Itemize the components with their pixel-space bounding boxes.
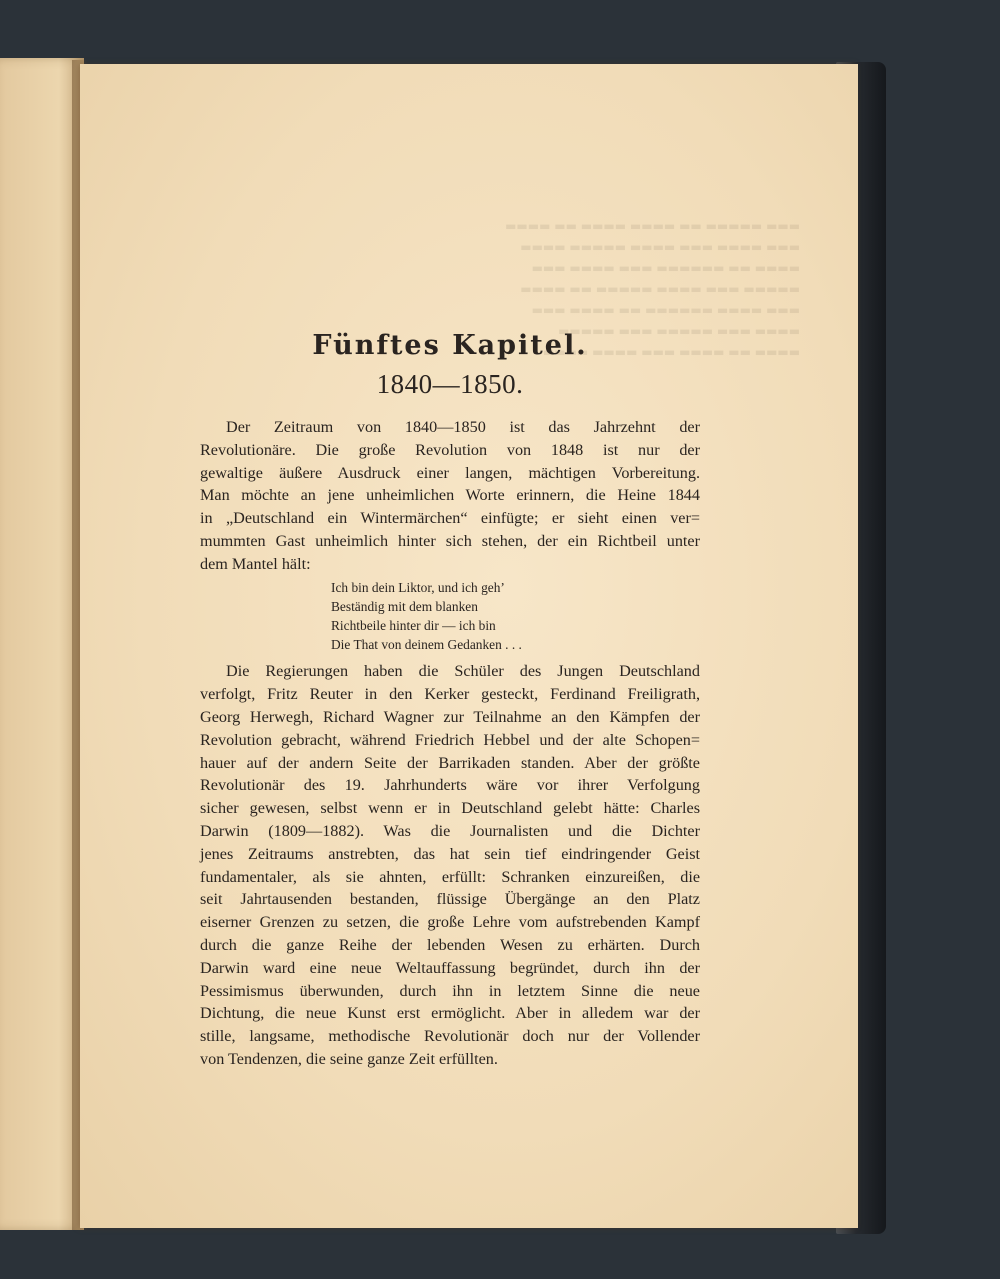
text-line: durch die ganze Reihe der lebenden Wesen zu erhärten. Durch <box>200 935 700 954</box>
text-line: gewaltige äußere Ausdruck einer langen, mächtigen Vorbereitung. <box>200 463 700 482</box>
verse-quote <box>331 578 700 655</box>
text-line: Revolutionäre. Die große Revolution von 1848 ist nur der <box>200 440 700 459</box>
text-line: Der Zeitraum von 1840—1850 ist das Jahrzehnt der <box>226 418 700 436</box>
text-line: Georg Herwegh, Richard Wagner zur Teilnahme an den Kämpfen der <box>200 707 700 726</box>
page-content <box>200 330 700 1071</box>
text-line: Pessimismus überwunden, durch ihn in letztem Sinne die neue <box>200 981 700 1000</box>
text-line: stille, langsame, methodische Revolutionär doch nur der Vollender <box>200 1027 700 1046</box>
text-line: jenes Zeitraums anstrebten, das hat sein tief eindringender Geist <box>200 844 700 863</box>
text-line: verfolgt, Fritz Reuter in den Kerker gesteckt, Ferdinand Freiligrath, <box>200 685 700 704</box>
verse-line: Ich bin dein Liktor, und ich geh’ <box>331 579 505 595</box>
text-line: Revolution gebracht, während Friedrich Hebbel und der alte Schopen= <box>200 730 700 749</box>
text-line: Darwin ward eine neue Weltauffassung begründet, durch ihn der <box>200 958 700 977</box>
text-line: fundamentaler, als sie ahnten, erfüllt: Schranken einzureißen, die <box>200 867 700 886</box>
chapter-years: 1840—1850. <box>376 369 524 399</box>
paragraph-1 <box>200 416 700 576</box>
text-line: seit Jahrtausenden bestanden, flüssige Übergänge an den Platz <box>200 890 700 909</box>
verse-line: Die That von deinem Gedanken . . . <box>331 637 522 653</box>
paragraph-2 <box>200 660 700 1070</box>
text-line: dem Mantel hält: <box>200 554 311 573</box>
show-through-text: ▬▬▬ ▬▬▬▬▬ ▬▬ ▬▬▬▬ ▬▬▬▬ ▬▬ ▬▬▬▬ ▬▬▬ ▬▬▬▬ ▬▬▬ ▬▬▬▬ ▬▬▬▬▬ ▬▬▬▬ ▬▬▬▬ ▬▬ ▬▬▬▬▬▬ ▬▬▬ ▬▬▬▬ ▬▬▬ ▬▬▬▬▬ ▬▬▬ ▬▬▬▬ ▬▬▬▬▬ ▬▬ ▬▬▬▬ ▬▬▬ ▬▬▬▬ ▬▬▬▬▬▬ ▬▬ ▬▬▬▬ ▬▬▬ ▬▬▬▬ ▬▬▬ ▬▬▬▬▬ ▬▬▬ ▬▬▬▬▬ ▬▬▬▬ ▬▬ ▬▬▬▬ ▬▬▬ ▬▬▬▬ ▬▬▬▬ <box>505 219 800 359</box>
text-line: Man möchte an jene unheimlichen Worte erinnern, die Heine 1844 <box>200 486 700 505</box>
text-line: Darwin (1809—1882). Was die Journalisten und die Dichter <box>200 821 700 840</box>
text-line: mummten Gast unheimlich hinter sich stehen, der ein Richtbeil unter <box>200 531 700 550</box>
text-line: in „Deutschland ein Wintermärchen“ einfügte; er sieht einen ver= <box>200 509 700 528</box>
text-line: eiserner Grenzen zu setzen, die große Lehre vom aufstrebenden Kampf <box>200 913 700 932</box>
text-line: von Tendenzen, die seine ganze Zeit erfüllten. <box>200 1049 498 1068</box>
verse-line: Richtbeile hinter dir — ich bin <box>331 617 496 633</box>
chapter-title: Fünftes Kapitel. <box>312 330 588 361</box>
text-line: Dichtung, die neue Kunst erst ermöglicht. Aber in alledem war der <box>200 1004 700 1023</box>
verse-line: Beständig mit dem blanken <box>331 598 478 614</box>
text-line: Die Regierungen haben die Schüler des Jungen Deutschland <box>226 662 700 681</box>
text-line: sicher gewesen, selbst wenn er in Deutschland gelebt hätte: Charles <box>200 799 700 818</box>
text-line: hauer auf der andern Seite der Barrikaden standen. Aber der größte <box>200 753 700 772</box>
text-line: Revolutionär des 19. Jahrhunderts wäre vor ihrer Verfolgung <box>200 776 700 795</box>
